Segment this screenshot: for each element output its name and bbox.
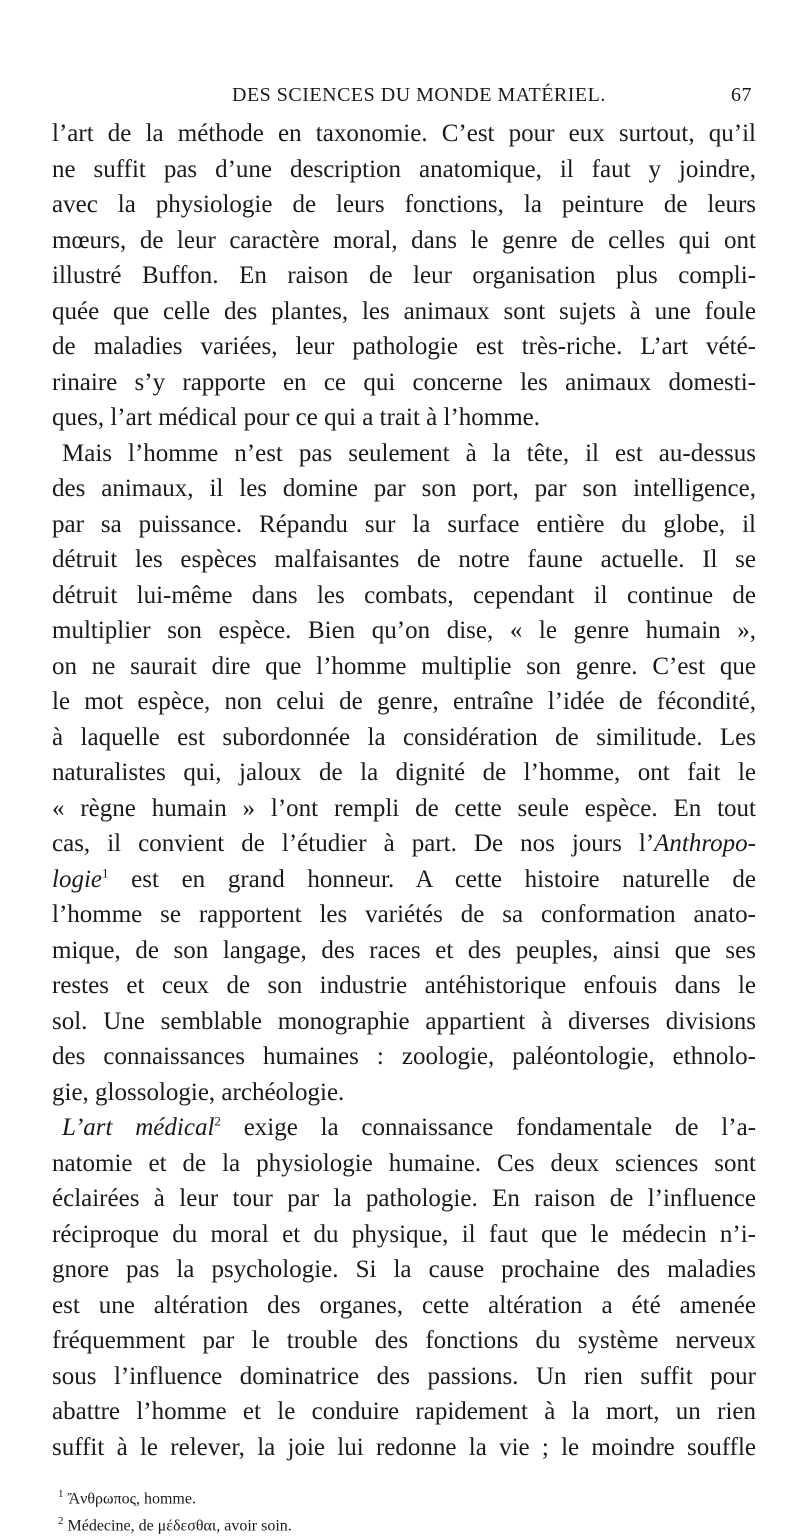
italic-term: Anthropo- [654, 830, 756, 857]
text-line: réciproque du moral et du physique, il faut que le médecin n’i- [52, 1220, 756, 1248]
text-line: par sa puissance. Répandu sur la surface entière du globe, il [52, 510, 756, 538]
text-line: est une altération des organes, cette altération a été amenée [52, 1291, 756, 1319]
running-head-title: DES SCIENCES DU MONDE MATÉRIEL. [232, 84, 606, 106]
text-line: des connaissances humaines : zoologie, paléontologie, ethnolo- [52, 1043, 756, 1070]
footnotes [52, 1483, 756, 1538]
text-line: « règne humain » l’ont rempli de cette seule espèce. En tout [52, 794, 756, 822]
text-line: Mais l’homme n’est pas seulement à la tête, il est au-dessus [62, 439, 756, 467]
footnote-mark: 1 [58, 1488, 64, 1500]
text-line [52, 1110, 756, 1146]
text-line: éclairées à leur tour par la pathologie. En raison de l’influence [52, 1185, 756, 1212]
text-line: l’art de la méthode en taxonomie. C’est pour eux surtout, qu’il [52, 120, 756, 147]
footnote-text: Ἄνθρωπος, homme. [67, 1490, 196, 1508]
text-line: détruit les espèces malfaisantes de notre faune actuelle. Il se [52, 546, 756, 573]
text-line: gnore pas la psychologie. Si la cause prochaine des maladies [52, 1256, 756, 1283]
footnote-1 [58, 1483, 756, 1510]
paragraph-1 [52, 116, 756, 436]
text-line: avec la physiologie de leurs fonctions, la peinture de leurs [52, 191, 756, 218]
footnote-text: Médecine, de μέδεσθαι, avoir soin. [67, 1517, 292, 1535]
text-line: fréquemment par le trouble des fonctions du système nerveux [52, 1327, 756, 1354]
text-line: mœurs, de leur caractère moral, dans le genre de celles qui ont [52, 226, 756, 254]
text-line: illustré Buffon. En raison de leur organisation plus compli- [52, 262, 756, 289]
text-line: des animaux, il les domine par son port, par son intelligence, [52, 475, 756, 502]
text-line: gie, glossologie, archéologie. [52, 1078, 345, 1106]
text-line: abattre l’homme et le conduire rapidement à la mort, un rien [52, 1398, 756, 1425]
paragraph-3 [52, 1110, 756, 1465]
text-line: sous l’influence dominatrice des passions. Un rien suffit pour [52, 1362, 756, 1390]
text-line: restes et ceux de son industrie antéhistorique enfouis dans le [52, 972, 756, 999]
italic-term: L’art médical [62, 1114, 215, 1141]
text-line: mique, de son langage, des races et des peuples, ainsi que ses [52, 936, 756, 964]
text-line: on ne saurait dire que l’homme multiplie son genre. C’est que [52, 652, 756, 680]
italic-term: logie [52, 865, 102, 893]
footnote-ref-1: 1 [102, 865, 109, 881]
text-segment: cas, il convient de l’étudier à part. De nos jours l’ [52, 830, 655, 857]
book-page [52, 84, 756, 1538]
running-head [52, 84, 756, 116]
text-line: l’homme se rapportent les variétés de sa conformation anato- [52, 901, 756, 928]
text-segment: exige la connaissance fondamentale de l’a- [220, 1114, 756, 1141]
text-line: quée que celle des plantes, les animaux sont sujets à une foule [52, 297, 756, 325]
text-line: multiplier son espèce. Bien qu’on dise, « le genre humain », [52, 617, 756, 644]
text-line: suffit à le relever, la joie lui redonne la vie ; le moindre souffle [52, 1433, 756, 1461]
page-number: 67 [731, 84, 752, 106]
text-line: natomie et de la physiologie humaine. Ces deux sciences sont [52, 1149, 756, 1177]
text-line: à laquelle est subordonnée la considération de similitude. Les [52, 723, 756, 751]
text-line: rinaire s’y rapporte en ce qui concerne les animaux domesti- [52, 368, 756, 396]
text-line: naturalistes qui, jaloux de la dignité de l’homme, ont fait le [52, 759, 756, 786]
text-line: ques, l’art médical pour ce qui a trait à l’homme. [52, 404, 541, 431]
text-line: de maladies variées, leur pathologie est très-riche. L’art vété- [52, 333, 756, 360]
paragraph-2 [52, 436, 756, 1111]
body-text [52, 116, 756, 1465]
text-line: sol. Une semblable monographie appartient à diverses divisions [52, 1007, 756, 1035]
text-line [52, 862, 756, 898]
text-line: détruit lui-même dans les combats, cependant il continue de [52, 581, 756, 609]
text-line [52, 826, 756, 862]
text-line: ne suffit pas d’une description anatomique, il faut y joindre, [52, 155, 756, 183]
footnote-ref-2: 2 [214, 1113, 221, 1129]
footnote-2 [58, 1510, 756, 1537]
text-line: le mot espèce, non celui de genre, entraîne l’idée de fécondité, [52, 688, 756, 715]
footnote-mark: 2 [58, 1515, 64, 1528]
text-segment: est en grand honneur. A cette histoire naturelle de [108, 865, 756, 893]
